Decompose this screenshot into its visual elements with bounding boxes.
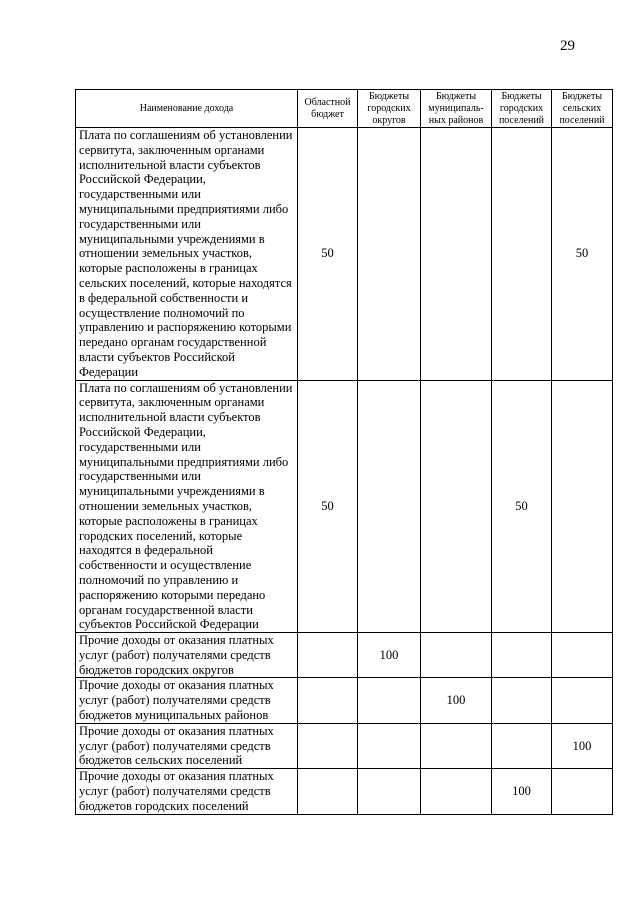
income-name-cell: Плата по соглашениям об установлении сервитута, заключенным органами исполнительной власти субъектов Российской Федерации, государственными или муниципальными предприятиями либо государственными или муниципальными учреждениями в отношении земельных участков, которые расположены в границах городских поселений, которые находятся в федеральной собственности и осуществление полномочий по управлению и распоряжению которыми передано органам государственной власти субъектов Российской Федерации	[76, 380, 298, 633]
value-cell	[492, 128, 552, 381]
header-income-name: Наименование дохода	[76, 90, 298, 128]
value-cell: 100	[552, 723, 613, 768]
value-cell	[358, 723, 421, 768]
table-row	[76, 380, 613, 633]
value-cell	[421, 769, 492, 814]
value-cell: 50	[492, 380, 552, 633]
value-cell: 100	[421, 678, 492, 723]
value-cell	[421, 128, 492, 381]
value-cell	[421, 380, 492, 633]
value-cell	[358, 678, 421, 723]
value-cell	[298, 723, 358, 768]
value-cell	[552, 380, 613, 633]
page-number: 29	[560, 38, 575, 54]
header-urban-settlement-budgets: Бюджеты городских поселений	[492, 90, 552, 128]
income-name-cell: Прочие доходы от оказания платных услуг (работ) получателями средств бюджетов сельских поселений	[76, 723, 298, 768]
header-rural-settlement-budgets: Бюджеты сельских поселений	[552, 90, 613, 128]
income-name-cell: Плата по соглашениям об установлении сервитута, заключенным органами исполнительной власти субъектов Российской Федерации, государственными или муниципальными предприятиями либо государственными или муниципальными учреждениями в отношении земельных участков, которые расположены в границах сельских поселений, которые находятся в федеральной собственности и осуществление полномочий по управлению и распоряжению которыми передано органам государственной власти субъектов Российской Федерации	[76, 128, 298, 381]
value-cell	[421, 633, 492, 678]
value-cell	[421, 723, 492, 768]
header-city-district-budgets: Бюджеты городских округов	[358, 90, 421, 128]
income-name-cell: Прочие доходы от оказания платных услуг (работ) получателями средств бюджетов городских округов	[76, 633, 298, 678]
income-name-cell: Прочие доходы от оказания платных услуг (работ) получателями средств бюджетов городских поселений	[76, 769, 298, 814]
value-cell	[358, 769, 421, 814]
value-cell	[298, 678, 358, 723]
income-table	[75, 89, 613, 815]
value-cell	[358, 380, 421, 633]
value-cell: 50	[552, 128, 613, 381]
value-cell	[358, 128, 421, 381]
value-cell: 50	[298, 380, 358, 633]
value-cell	[298, 769, 358, 814]
table-row	[76, 128, 613, 381]
value-cell: 100	[358, 633, 421, 678]
header-regional-budget: Областной бюджет	[298, 90, 358, 128]
value-cell	[492, 633, 552, 678]
header-municipal-district-budgets: Бюджеты муниципаль-ных районов	[421, 90, 492, 128]
table-row	[76, 678, 613, 723]
value-cell	[552, 678, 613, 723]
header-row	[76, 90, 613, 128]
table-row	[76, 633, 613, 678]
value-cell: 100	[492, 769, 552, 814]
table-row	[76, 769, 613, 814]
value-cell	[492, 723, 552, 768]
value-cell	[552, 633, 613, 678]
income-name-cell: Прочие доходы от оказания платных услуг (работ) получателями средств бюджетов муниципальных районов	[76, 678, 298, 723]
table-row	[76, 723, 613, 768]
value-cell	[552, 769, 613, 814]
value-cell	[492, 678, 552, 723]
value-cell	[298, 633, 358, 678]
value-cell: 50	[298, 128, 358, 381]
